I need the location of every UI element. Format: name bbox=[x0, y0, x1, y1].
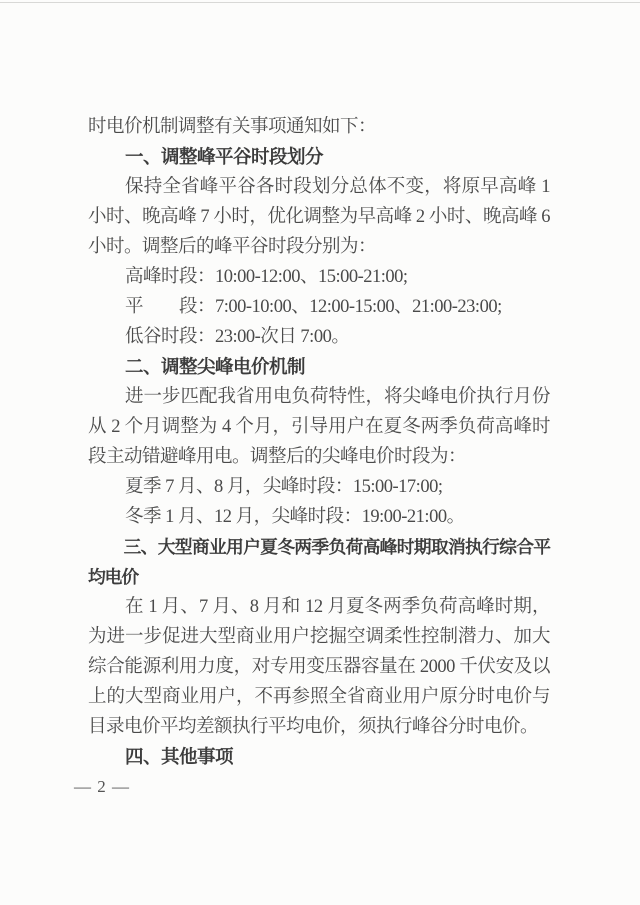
peak-period-line: 高峰时段：10:00-12:00、15:00-21:00; bbox=[125, 267, 408, 287]
section-3-paragraph: 在 1 月、7 月、8 月和 12 月夏冬两季负荷高峰时期，为进一步促进大型商业用户挖掘空调柔性控制潜力、加大综合能源利用力度，对专用变压器容量在 2000 千伏安及以上的大型商业用户，不再参照全省商业用户原分时电价与目录电价平均差额执行平均电价，须执行峰谷分时电价。 bbox=[88, 597, 550, 737]
valley-period-line: 低谷时段：23:00-次日 7:00。 bbox=[125, 327, 350, 347]
intro-line: 时电价机制调整有关事项通知如下： bbox=[88, 117, 377, 137]
flat-period-line: 平 段：7:00-10:00、12:00-15:00、21:00-23:00; bbox=[125, 297, 502, 317]
section-3-heading: 三、大型商业用户夏冬两季负荷高峰时期取消执行综合平均电价 bbox=[88, 537, 550, 587]
summer-peak-line: 夏季 7 月、8 月，尖峰时段：15:00-17:00; bbox=[125, 477, 443, 497]
scan-edge-line bbox=[0, 2, 640, 3]
section-4-heading: 四、其他事项 bbox=[125, 746, 234, 767]
document-body bbox=[74, 112, 550, 802]
section-2-heading: 二、调整尖峰电价机制 bbox=[125, 356, 306, 377]
winter-peak-line: 冬季 1 月、12 月，尖峰时段：19:00-21:00。 bbox=[125, 507, 465, 527]
section-1-paragraph: 保持全省峰平谷各时段划分总体不变，将原早高峰 1 小时、晚高峰 7 小时，优化调整为早高峰 2 小时、晚高峰 6 小时。调整后的峰平谷时段分别为： bbox=[88, 177, 550, 257]
page-number: — 2 — bbox=[74, 777, 130, 796]
section-2-paragraph: 进一步匹配我省用电负荷特性，将尖峰电价执行月份从 2 个月调整为 4 个月，引导用户在夏冬两季负荷高峰时段主动错避峰用电。调整后的尖峰电价时段为： bbox=[88, 387, 550, 467]
section-1-heading: 一、调整峰平谷时段划分 bbox=[125, 146, 324, 167]
